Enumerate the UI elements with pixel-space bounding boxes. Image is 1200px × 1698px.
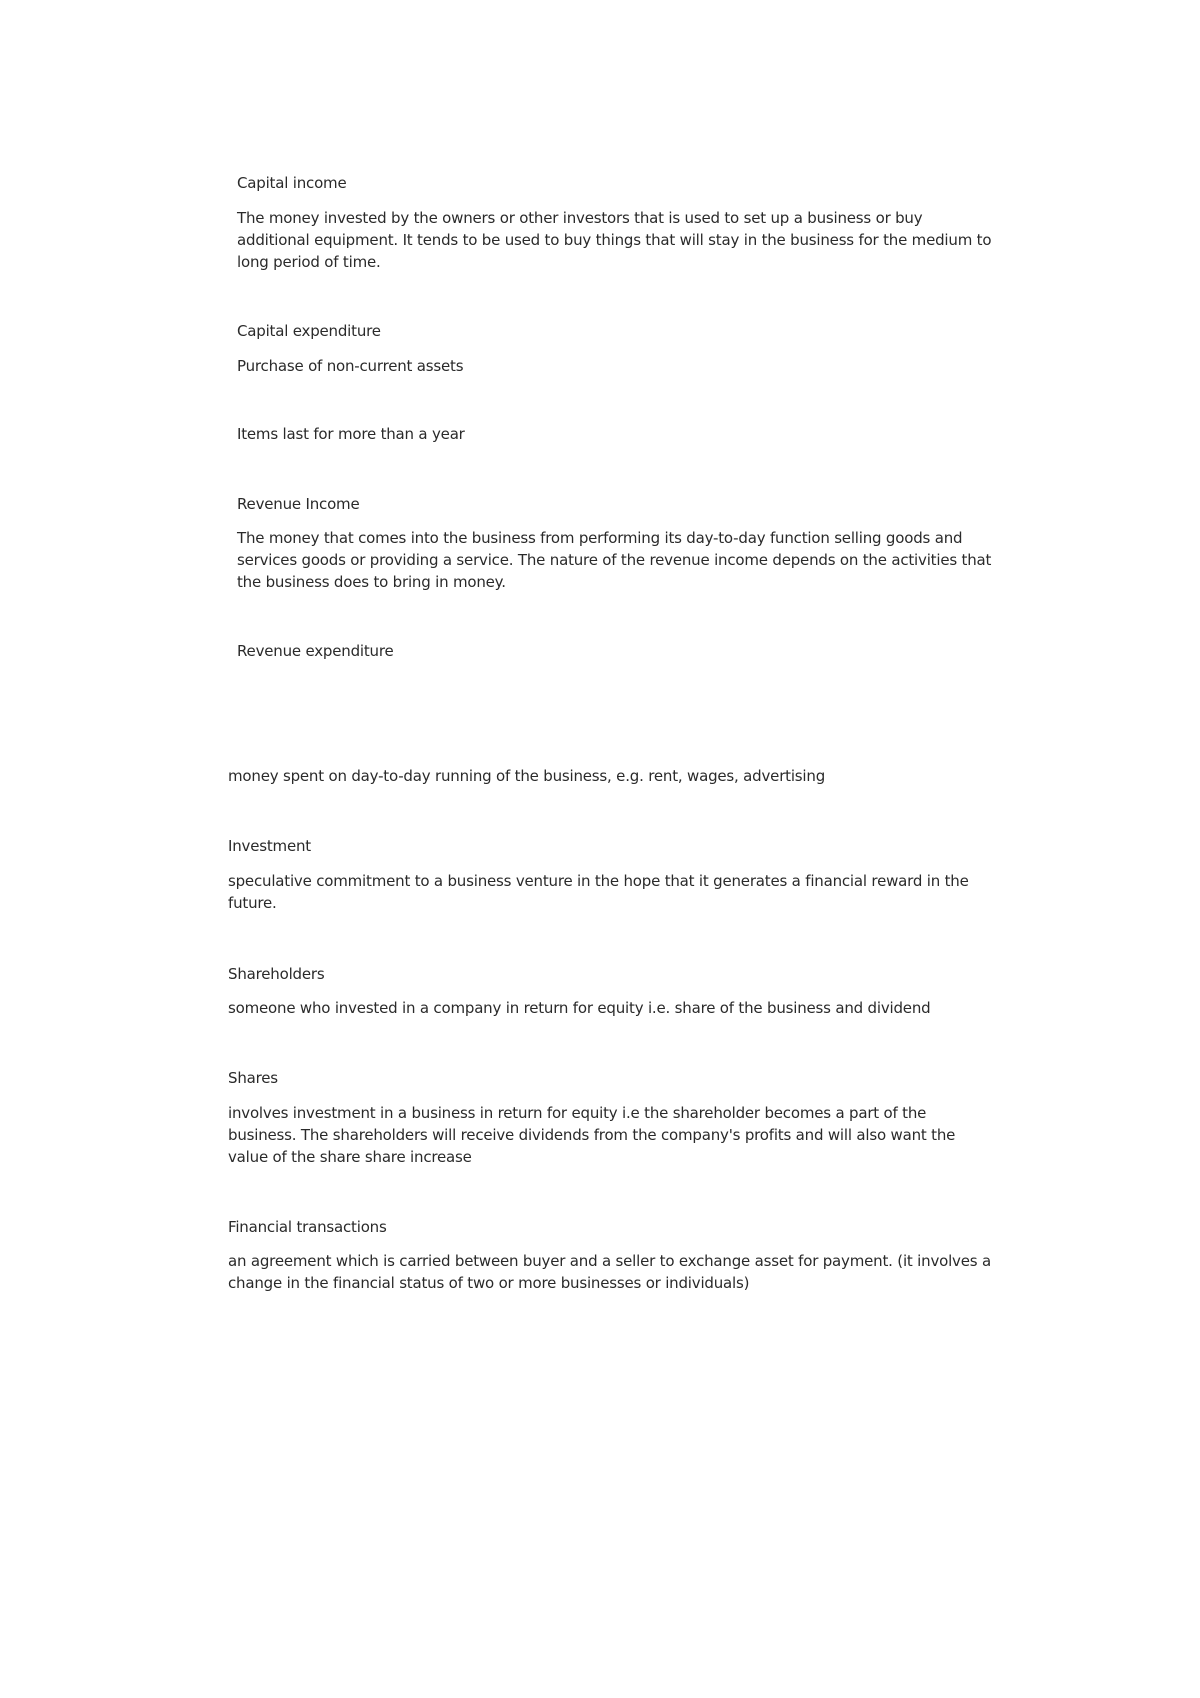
definition-block: [237, 527, 997, 593]
term-revenue-expenditure: Revenue expenditure: [237, 642, 394, 660]
term-heading: [237, 172, 997, 194]
definition-financial-transactions: an agreement which is carried between buyer and a seller to exchange asset for payment. (it involves a change in the financial status of two or more businesses or individuals): [228, 1252, 991, 1292]
term-revenue-income: Revenue Income: [237, 495, 360, 513]
definition-revenue-income: The money that comes into the business from performing its day-to-day function selling goods and services goods or providing a service. The nature of the revenue income depends on the activities that the business does to bring in money.: [237, 529, 992, 591]
definition-block: [237, 207, 997, 273]
term-shareholders: Shareholders: [228, 965, 325, 983]
definition-capital-expenditure: Purchase of non-current assets: [237, 357, 464, 375]
definition-shareholders: someone who invested in a company in return for equity i.e. share of the business and dividend: [228, 999, 931, 1017]
term-heading: [228, 835, 998, 857]
note-block: [237, 423, 997, 445]
term-capital-income: Capital income: [237, 174, 347, 192]
note-capital-expenditure: Items last for more than a year: [237, 425, 465, 443]
definition-shares: involves investment in a business in return for equity i.e the shareholder becomes a part of the business. The shareholders will receive dividends from the company's profits and will also want the value of the share share increase: [228, 1104, 956, 1166]
definition-block: [237, 355, 997, 377]
definition-investment: speculative commitment to a business venture in the hope that it generates a financial reward in the future.: [228, 872, 969, 912]
definition-revenue-expenditure: money spent on day-to-day running of the business, e.g. rent, wages, advertising: [228, 767, 826, 785]
term-shares: Shares: [228, 1069, 278, 1087]
definition-capital-income: The money invested by the owners or other investors that is used to set up a business or buy additional equipment. It tends to be used to buy things that will stay in the business for the medium to long period of time.: [237, 209, 992, 271]
term-heading: [237, 493, 997, 515]
term-heading: [228, 1216, 998, 1238]
term-investment: Investment: [228, 837, 311, 855]
definition-block: [228, 765, 998, 787]
term-heading: [228, 963, 998, 985]
definition-block: [228, 1102, 998, 1168]
term-heading: [228, 1067, 998, 1089]
definition-block: [228, 1250, 998, 1294]
term-capital-expenditure: Capital expenditure: [237, 322, 381, 340]
definition-block: [228, 997, 998, 1019]
term-financial-transactions: Financial transactions: [228, 1218, 387, 1236]
term-heading: [237, 320, 997, 342]
term-heading: [237, 640, 997, 662]
definition-block: [228, 870, 998, 914]
